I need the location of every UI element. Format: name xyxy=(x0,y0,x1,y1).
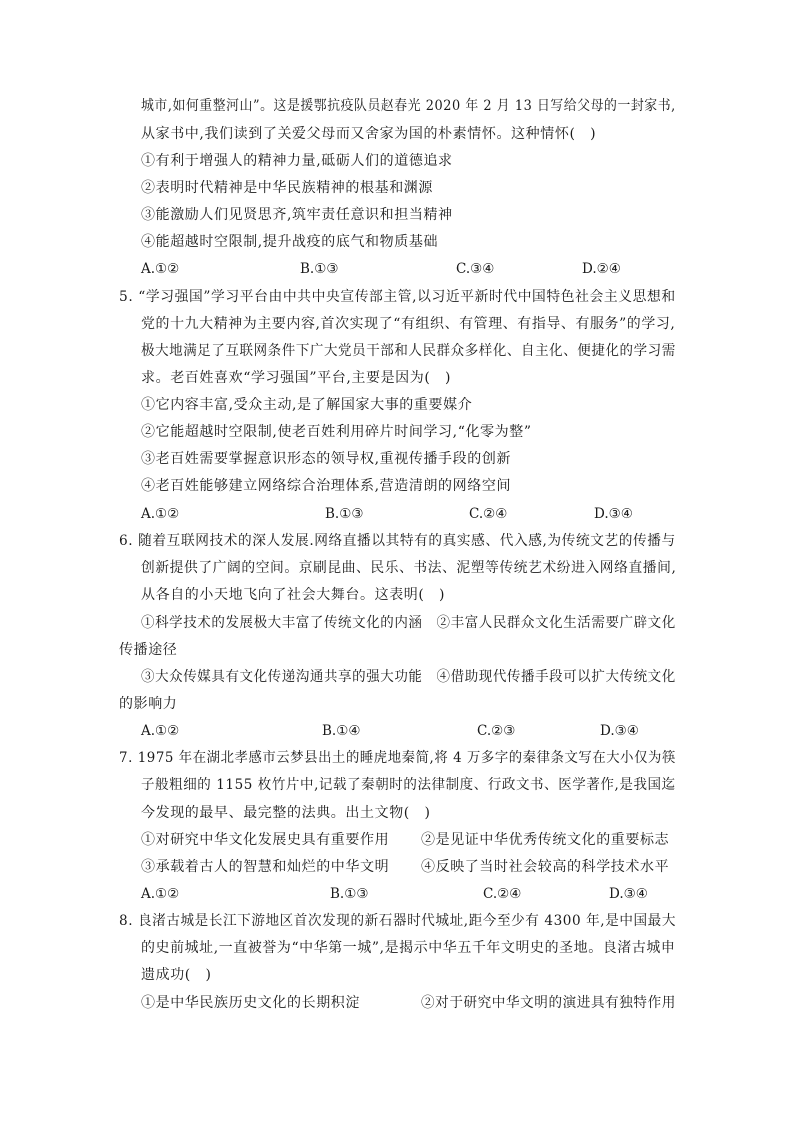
question-text-line: 极大地满足了互联网条件下广大党员干部和人民群众多样化、自主化、便捷化的学习需 xyxy=(141,343,676,359)
option-c: C.②④ xyxy=(483,886,522,902)
question-text-line: 从家书中,我们读到了关爱父母而又舍家为国的朴素情怀。这种情怀( ) xyxy=(141,126,597,142)
question-text-line: 求。老百姓喜欢“学习强国”平台,主要是因为( ) xyxy=(141,370,452,386)
option-a: A.①② xyxy=(141,261,180,277)
statement-4: ④老百姓能够建立网络综合治理体系,营造清朗的网络空间 xyxy=(141,478,512,494)
question-text-line: 6. 随着互联网技术的深人发展.网络直播以其特有的真实感、代入感,为传统文艺的传播与 xyxy=(119,533,676,549)
statement-2: ②对于研究中华文明的演进具有独特作用 xyxy=(421,995,676,1011)
option-d: D.③④ xyxy=(594,506,633,522)
statement-3-4: ③大众传媒具有文化传递沟通共享的强大功能 ④借助现代传播手段可以扩大传统文化 xyxy=(141,669,676,685)
statement-2: ②表明时代精神是中华民族精神的根基和渊源 xyxy=(141,180,433,196)
option-d: D.③④ xyxy=(609,886,648,902)
question-text-line: 5. “学习强国”学习平台由中共中央宣传部主管,以习近平新时代中国特色社会主义思想和 xyxy=(119,289,676,305)
question-text-line: 城市,如何重整河山”。这是援鄂抗疫队员赵春光 2020 年 2 月 13 日写给父母的一封家书, xyxy=(141,98,676,114)
option-c: C.②④ xyxy=(469,506,508,522)
statement-continuation: 传播途径 xyxy=(119,642,178,658)
statement-1: ①它内容丰富,受众主动,是了解国家大事的重要媒介 xyxy=(141,397,473,413)
option-d: D.②④ xyxy=(582,261,621,277)
option-b: B.①③ xyxy=(325,506,364,522)
statement-1-2: ①科学技术的发展极大丰富了传统文化的内涵 ②丰富人民群众文化生活需要广辟文化 xyxy=(141,615,676,631)
question-text-line: 8. 良渚古城是长江下游地区首次发现的新石器时代城址,距今至少有 4300 年,是中国最大 xyxy=(119,913,677,929)
statement-3: ③能激励人们见贤思齐,筑牢责任意识和担当精神 xyxy=(141,207,453,223)
statement-1: ①对研究中华文化发展史具有重要作用 xyxy=(141,832,390,848)
statement-3: ③承载着古人的智慧和灿烂的中华文明 xyxy=(141,859,390,875)
statement-2: ②它能超越时空限制,使老百姓利用碎片时间学习,“化零为整” xyxy=(141,424,532,440)
option-c: C.③④ xyxy=(456,261,495,277)
statement-1: ①有利于增强人的精神力量,砥砺人们的道德追求 xyxy=(141,153,453,169)
option-a: A.①② xyxy=(141,723,180,739)
option-c: C.②③ xyxy=(477,723,516,739)
statement-4: ④能超越时空限制,提升战疫的底气和物质基础 xyxy=(141,234,439,250)
question-text-line: 创新提供了广阔的空间。京刷昆曲、民乐、书法、泥塑等传统艺术纷进入网络直播间, xyxy=(141,560,677,576)
option-d: D.③④ xyxy=(600,723,639,739)
question-text-line: 从各自的小天地飞向了社会大舞台。这表明( ) xyxy=(141,587,446,603)
question-text-line: 今发现的最早、最完整的法典。出土文物( ) xyxy=(141,805,431,821)
statement-2: ②是见证中华优秀传统文化的重要标志 xyxy=(421,832,670,848)
statement-continuation: 的影响力 xyxy=(119,696,178,712)
option-b: B.①④ xyxy=(322,723,361,739)
question-text-line: 遗成功( ) xyxy=(141,967,212,983)
option-b: B.①③ xyxy=(330,886,369,902)
statement-1: ①是中华民族历史文化的长期积淀 xyxy=(141,995,360,1011)
question-text-line: 的史前城址,一直被誉为“中华第一城”,是揭示中华五千年文明史的圣地。良渚古城申 xyxy=(141,940,676,956)
statement-3: ③老百姓需要掌握意识形态的领导权,重视传播手段的创新 xyxy=(141,451,512,467)
option-a: A.①② xyxy=(141,506,180,522)
option-b: B.①③ xyxy=(300,261,339,277)
option-a: A.①② xyxy=(141,886,180,902)
question-text-line: 子般粗细的 1155 枚竹片中,记载了秦朝时的法律制度、行政文书、医学著作,是我国迄 xyxy=(141,777,676,793)
question-text-line: 7. 1975 年在湖北孝感市云梦县出土的睡虎地秦简,将 4 万多字的秦律条文写在大小仅为筷 xyxy=(119,750,676,766)
question-text-line: 党的十九大精神为主要内容,首次实现了“有组织、有管理、有指导、有服务”的学习, xyxy=(141,316,676,332)
statement-4: ④反映了当时社会较高的科学技术水平 xyxy=(421,859,670,875)
